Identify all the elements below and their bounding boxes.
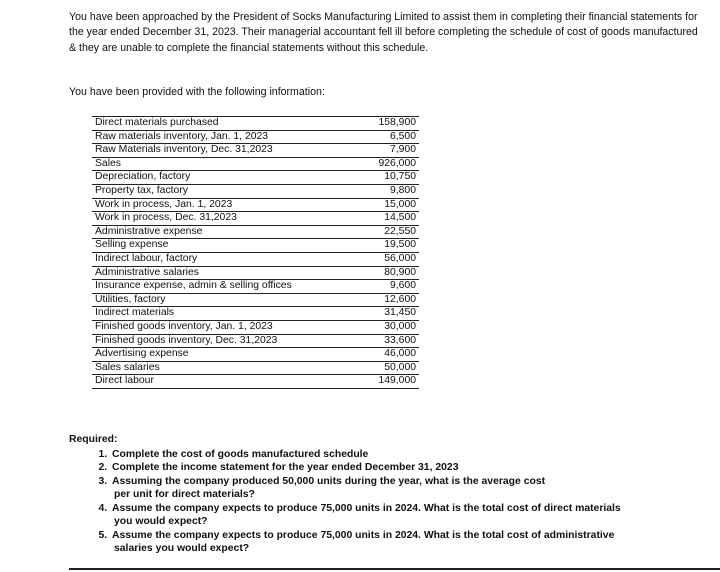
item-value: 31,450 [353,307,419,321]
item-value: 149,000 [353,375,419,389]
question-text: Complete the cost of goods manufactured schedule [112,448,369,460]
table-row [92,361,419,375]
item-value: 158,900 [353,117,419,131]
question-text: Assuming the company produced 50,000 units during the year, what is the average cost [112,475,546,487]
table-row [92,225,419,239]
question-text-continued: salaries you would expect? [114,543,250,554]
item-label: Indirect materials [92,307,353,321]
item-label: Administrative expense [92,225,353,239]
item-label: Sales salaries [92,361,353,375]
item-value: 46,000 [353,348,419,362]
item-label: Raw materials inventory, Jan. 1, 2023 [92,130,353,144]
item-label: Work in process, Dec. 31,2023 [92,212,353,226]
item-label: Finished goods inventory, Jan. 1, 2023 [92,320,353,334]
table-row [92,375,419,389]
item-value: 12,600 [353,293,419,307]
item-value: 9,800 [353,184,419,198]
question-list [69,448,709,556]
item-value: 15,000 [353,198,419,212]
table-row [92,130,419,144]
item-value: 80,900 [353,266,419,280]
item-label: Insurance expense, admin & selling offices [92,280,353,294]
table-row [92,266,419,280]
item-label: Administrative salaries [92,266,353,280]
item-value: 10,750 [353,171,419,185]
required-section [69,433,709,556]
table-row [92,239,419,253]
item-value: 926,000 [353,157,419,171]
required-heading: Required: [69,434,118,445]
table-row [92,307,419,321]
table-row [92,348,419,362]
item-value: 22,550 [353,225,419,239]
question-item [110,475,709,502]
bottom-divider [69,568,720,570]
item-value: 30,000 [353,320,419,334]
item-label: Selling expense [92,239,353,253]
table-row [92,184,419,198]
item-label: Direct labour [92,375,353,389]
provided-info-label: You have been provided with the following information: [69,86,325,98]
question-text-continued: per unit for direct materials? [114,489,255,500]
item-label: Depreciation, factory [92,171,353,185]
table-row [92,280,419,294]
table-row [92,198,419,212]
table-row [92,117,419,131]
table-row [92,320,419,334]
item-value: 9,600 [353,280,419,294]
question-item [110,448,709,462]
question-item [110,502,709,529]
item-label: Direct materials purchased [92,117,353,131]
item-value: 6,500 [353,130,419,144]
table-row [92,171,419,185]
question-text: Complete the income statement for the year ended December 31, 2023 [112,462,459,473]
question-text: Assume the company expects to produce 75,000 units in 2024. What is the total cost of administrative [112,529,615,541]
item-label: Work in process, Jan. 1, 2023 [92,198,353,212]
question-text-continued: you would expect? [114,516,208,527]
item-value: 14,500 [353,212,419,226]
item-label: Utilities, factory [92,293,353,307]
item-label: Raw Materials inventory, Dec. 31,2023 [92,144,353,158]
financial-data-table [92,116,419,389]
item-label: Advertising expense [92,348,353,362]
table-row [92,212,419,226]
intro-paragraph: You have been approached by the President of Socks Manufacturing Limited to assist them in completing their financial statements for the year ended December 31, 2023. Their managerial accountant fell ill before completing the schedule of cost of goods manufactured & they are unable to complete the financial statements without this schedule. [69,11,698,54]
item-label: Finished goods inventory, Dec. 31,2023 [92,334,353,348]
question-text: Assume the company expects to produce 75,000 units in 2024. What is the total cost of direct materials [112,502,621,514]
item-label: Indirect labour, factory [92,252,353,266]
table-row [92,293,419,307]
item-value: 7,900 [353,144,419,158]
table-row [92,252,419,266]
question-item [110,461,709,475]
item-label: Sales [92,157,353,171]
question-item [110,529,709,556]
item-value: 19,500 [353,239,419,253]
item-value: 33,600 [353,334,419,348]
table-row [92,144,419,158]
item-label: Property tax, factory [92,184,353,198]
item-value: 50,000 [353,361,419,375]
table-row [92,157,419,171]
item-value: 56,000 [353,252,419,266]
table-row [92,334,419,348]
